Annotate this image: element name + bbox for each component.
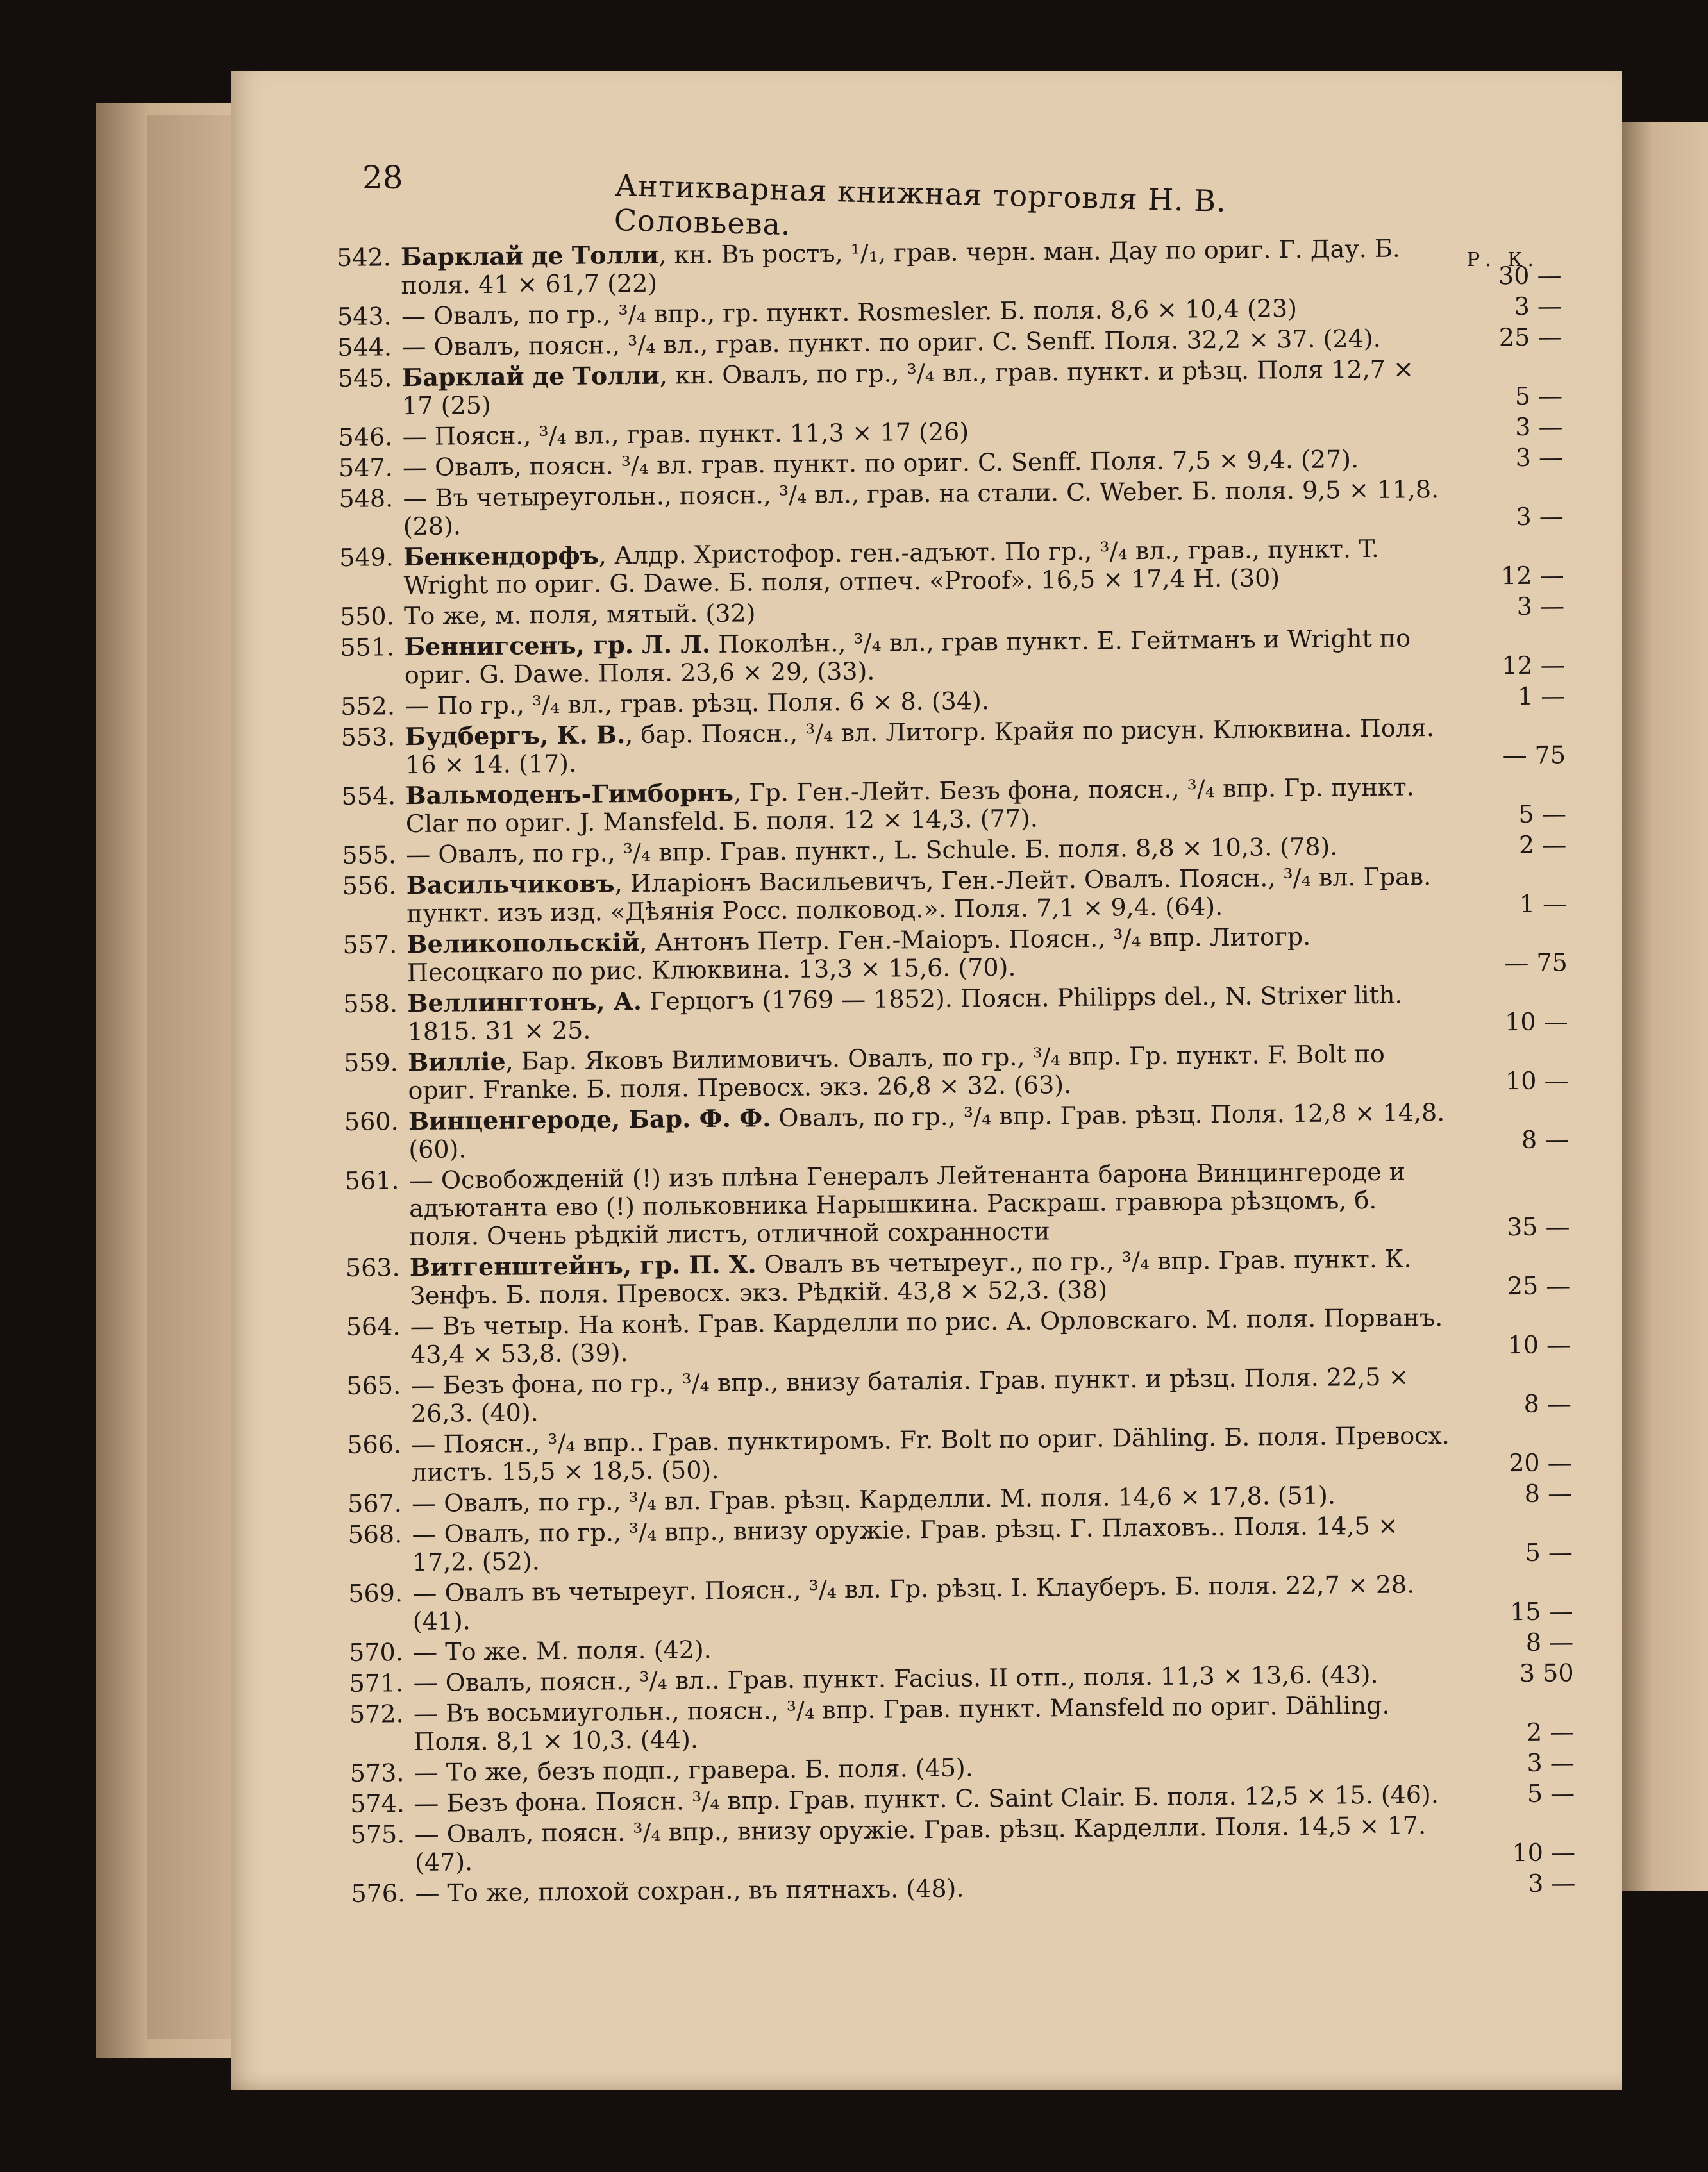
entry-number: 547. (338, 453, 393, 482)
entry-text: , Алдр. Христофор. ген.-адъют. По гр., ³/₄ вл., грав., пункт. T. Wright по ориг. G. Dawe. Б. поля, отпеч. «Proof». 16,5 × 17,4 Н. (30) (403, 534, 1380, 600)
entry-price: 3 50 (1519, 1658, 1574, 1687)
entry-price: 12 — (1500, 561, 1564, 590)
entry-price: 25 — (1498, 322, 1562, 352)
entry-price: 12 — (1502, 651, 1566, 680)
running-title: Антикварная книжная торговля Н. В. Соловьева. (614, 168, 1227, 242)
entry-description (415, 1870, 1453, 1907)
entry-price: 3 — (1515, 443, 1564, 472)
entry-price: 2 — (1518, 830, 1567, 859)
entry-price: 25 — (1507, 1271, 1571, 1301)
entry-text: Овалъ въ четыреуг., по гр., ³/₄ впр. Грав. пункт. К. Зенфъ. Б. поля. Превосх. экз. Рѣдкій. 43,8 × 52,3. (38) (410, 1244, 1412, 1310)
catalog-entry (339, 533, 1564, 600)
catalog-entry (348, 1569, 1573, 1636)
entry-price: 3 — (1515, 412, 1563, 441)
entry-price: 20 — (1509, 1448, 1572, 1478)
entry-price: 5 — (1518, 799, 1567, 828)
entry-text: — Освобожденій (!) изъ плѣна Генералъ Лейтенанта барона Винцингероде и адъютанта ево (!) польковника Нарышкина. Раскраш. гравюра рѣзцомъ, б. поля. Очень рѣдкій листъ, отличной сохранности (408, 1157, 1406, 1251)
entry-number: 549. (339, 543, 394, 572)
entry-text: , Гр. Ген.-Лейт. Безъ фона, поясн., ³/₄ впр. Гр. пункт. Clar по ориг. J. Mansfeld. Б. поля. 12 × 14,3. (77). (405, 773, 1414, 839)
entry-text: , Иларіонъ Васильевичъ, Ген.-Лейт. Овалъ. Поясн., ³/₄ вл. Грав. пункт. изъ изд. «Дѣянія Росс. полковод.». Поля. 7,1 × 9,4. (64). (406, 862, 1432, 928)
entry-number: 558. (343, 989, 398, 1018)
entry-price: 8 — (1521, 1125, 1570, 1154)
entry-price: 5 — (1525, 1538, 1573, 1567)
entry-price: 1 — (1517, 681, 1566, 710)
entry-text: Герцогъ (1769 — 1852). Поясн. Philipps del., N. Strixer lith. 1815. 31 × 25. (407, 980, 1403, 1046)
entry-subject-name: Барклай де Толли (400, 240, 659, 272)
catalog-entry (341, 712, 1566, 780)
entry-price: 5 — (1514, 381, 1563, 410)
entry-description (406, 862, 1446, 928)
entry-text: — Поясн., ³/₄ вл., грав. пункт. 11,3 × 17 (26) (402, 417, 969, 451)
entry-subject-name: Вилліе (407, 1046, 506, 1077)
catalog-entry (342, 920, 1568, 987)
catalog-entry (349, 1689, 1575, 1757)
catalog-entry (346, 1361, 1571, 1428)
entry-text: — Овалъ въ четыреуг. Поясн., ³/₄ вл. Гр. рѣзц. I. Клауберъ. Б. поля. 22,7 × 28. (41). (412, 1570, 1415, 1636)
entry-text: — Овалъ, по гр., ³/₄ впр., внизу оружіе. Грав. рѣзц. Г. Плаховъ.. Поля. 14,5 × 17,2. (52). (412, 1511, 1398, 1577)
currency-column-label: Р. К. (1467, 249, 1539, 271)
entry-text: — Овалъ, поясн., ³/₄ вл., грав. пункт. по ориг. C. Senff. Поля. 32,2 × 37. (24). (401, 324, 1381, 362)
catalog-entry (347, 1510, 1573, 1577)
entry-number: 574. (350, 1789, 405, 1818)
entry-description (405, 773, 1444, 838)
entry-description (406, 921, 1446, 987)
entry-description (412, 1570, 1452, 1635)
entry-price: 10 — (1512, 1838, 1576, 1867)
entry-number: 548. (339, 484, 394, 513)
entry-text: — По гр., ³/₄ вл., грав. рѣзц. Поля. 6 × 8. (34). (405, 687, 990, 721)
entry-price: 10 — (1507, 1330, 1571, 1360)
catalog-entry (341, 771, 1566, 839)
entry-description (408, 1039, 1447, 1105)
entry-text: — То же. М. поля. (42). (412, 1635, 712, 1667)
entry-subject-name: Витгенштейнъ, гр. П. Х. (409, 1249, 757, 1282)
entry-number: 566. (347, 1430, 402, 1459)
entry-description (409, 1157, 1448, 1251)
entry-text: , кн. Въ ростъ, ¹/₁, грав. черн. ман. Дау по ориг. Г. Дау. Б. поля. 41 × 61,7 (22) (401, 234, 1401, 300)
entry-price: 3 — (1514, 292, 1562, 321)
entry-number: 575. (350, 1820, 405, 1849)
entry-text: — Безъ фона. Поясн. ³/₄ впр. Грав. пункт. C. Saint Clair. Б. поля. 12,5 × 15. (46). (414, 1780, 1439, 1818)
entry-number: 565. (346, 1371, 401, 1400)
entry-text: Поколѣн., ³/₄ вл., грав пункт. E. Гейтманъ и Wright по ориг. G. Dawe. Поля. 23,6 × 29, (33). (404, 624, 1411, 690)
entry-number: 576. (351, 1879, 406, 1908)
entry-number: 559. (343, 1048, 398, 1077)
entry-number: 542. (337, 243, 391, 272)
catalog-entry (346, 1243, 1571, 1310)
entry-number: 553. (340, 723, 396, 751)
entry-number: 550. (339, 602, 394, 631)
entry-price: — 75 (1504, 948, 1568, 978)
entry-text: — Овалъ, поясн. ³/₄ впр., внизу оружіе. Грав. рѣзц. Карделли. Поля. 14,5 × 17. (47). (414, 1811, 1427, 1877)
entry-number: 554. (341, 781, 396, 810)
entry-text: — Овалъ, по гр., ³/₄ вл. Грав. рѣзц. Карделли. М. поля. 14,6 × 17,8. (51). (411, 1481, 1336, 1518)
entry-text: То же, м. поля, мятый. (32) (403, 599, 756, 631)
entry-description (411, 1421, 1450, 1487)
catalog-entry (345, 1156, 1570, 1251)
entry-price: 2 — (1526, 1717, 1575, 1746)
entry-subject-name: Васильчиковъ (406, 869, 615, 900)
catalog-entry (343, 979, 1568, 1046)
entry-price: 8 — (1525, 1628, 1574, 1657)
entry-text: — Безъ фона, по гр., ³/₄ впр., внизу баталія. Грав. пункт. и рѣзц. Поля. 22,5 × 26,3. (40). (410, 1362, 1409, 1428)
entry-price: 1 — (1519, 889, 1568, 918)
entry-number: 560. (344, 1107, 399, 1136)
entry-description (410, 1303, 1450, 1369)
entry-description (410, 1362, 1450, 1428)
entry-price: — 75 (1502, 740, 1566, 770)
entry-description (401, 234, 1440, 299)
entry-text: — Овалъ, по гр., ³/₄ впр. Грав. пункт., L. Schule. Б. поля. 8,8 × 10,3. (78). (406, 832, 1338, 869)
entry-description (412, 1511, 1451, 1576)
entry-price: 3 — (1527, 1748, 1575, 1777)
entry-subject-name: Беннигсенъ, гр. Л. Л. (404, 629, 711, 662)
catalog-entry (342, 861, 1568, 928)
catalog-entry (347, 1420, 1572, 1487)
entry-number: 570. (348, 1638, 403, 1667)
entry-price: 3 — (1516, 502, 1564, 531)
entry-number: 568. (347, 1520, 403, 1549)
entry-number: 551. (340, 633, 395, 662)
entry-subject-name: Винценгероде, Бар. Ф. Ф. (408, 1103, 771, 1136)
entry-price: 35 — (1506, 1212, 1570, 1242)
catalog-entry (338, 353, 1563, 421)
entry-text: — То же, безъ подп., гравера. Б. поля. (45). (414, 1753, 974, 1787)
entry-price: 5 — (1527, 1779, 1575, 1808)
entry-subject-name: Веллингтонъ, А. (407, 986, 642, 1018)
facing-page-edge (1616, 122, 1708, 1891)
entry-price: 8 — (1523, 1389, 1572, 1418)
catalog-entry (340, 622, 1565, 690)
entry-text: — Овалъ, по гр., ³/₄ впр., гр. пункт. Rosmesler. Б. поля. 8,6 × 10,4 (23) (401, 294, 1298, 331)
catalog-entry (339, 474, 1564, 541)
entry-number: 557. (342, 930, 398, 959)
entry-number: 564. (346, 1312, 401, 1341)
entry-description (404, 624, 1443, 689)
entry-description (407, 980, 1446, 1046)
entry-description (403, 534, 1443, 599)
entry-price: 10 — (1505, 1066, 1569, 1096)
entry-subject-name: Бенкендорфъ (403, 540, 599, 572)
entry-number: 573. (349, 1758, 405, 1787)
entry-text: — Въ четыреугольн., поясн., ³/₄ вл., грав. на стали. C. Weber. Б. поля. 9,5 × 11,8. (28). (403, 475, 1439, 541)
entry-text: , Бар. Яковъ Вилимовичъ. Овалъ, по гр., ³/₄ впр. Гр. пункт. F. Bolt по ориг. Franke. Б. поля. Превосх. экз. 26,8 × 32. (63). (408, 1039, 1386, 1105)
entry-number: 546. (338, 422, 393, 451)
entry-number: 544. (337, 333, 392, 362)
catalog-entry (346, 1302, 1571, 1369)
entry-number: 552. (340, 692, 396, 721)
catalog-entry (344, 1097, 1570, 1164)
catalog-entry (350, 1810, 1575, 1877)
entry-price: 3 — (1516, 592, 1565, 621)
entry-number: 567. (347, 1489, 402, 1518)
entry-number: 556. (342, 871, 397, 900)
entry-price: 3 — (1527, 1869, 1576, 1898)
entry-text: Овалъ, по гр., ³/₄ впр. Грав. рѣзц. Поля. 12,8 × 14,8. (60). (408, 1098, 1445, 1164)
entry-number: 561. (344, 1166, 399, 1195)
entry-price: 8 — (1524, 1479, 1573, 1508)
entry-price: 30 — (1498, 261, 1562, 290)
entry-price: 15 — (1510, 1597, 1573, 1626)
catalog-entries (337, 233, 1576, 1910)
entry-number: 543. (337, 302, 392, 331)
entry-description (414, 1691, 1453, 1756)
entry-description (405, 714, 1444, 779)
entry-subject-name: Барклай де Толли (401, 360, 660, 392)
entry-text: — То же, плохой сохран., въ пятнахъ. (48). (415, 1874, 964, 1908)
entry-description (408, 1098, 1448, 1164)
entry-number: 569. (348, 1579, 403, 1608)
entry-description (410, 1244, 1449, 1310)
entry-number: 545. (337, 363, 392, 392)
entry-text: , бар. Поясн., ³/₄ вл. Литогр. Крайя по рисун. Клюквина. Поля. 16 × 14. (17). (405, 714, 1435, 780)
catalog-entry (337, 233, 1562, 300)
entry-text: — Въ восьмиугольн., поясн., ³/₄ впр. Грав. пункт. Mansfeld по ориг. Dähling. Поля. 8,1 × 10,3. (44). (413, 1691, 1390, 1757)
entry-description (402, 355, 1441, 420)
entry-description (414, 1811, 1453, 1876)
entry-text: — Овалъ, поясн., ³/₄ вл.. Грав. пункт. Facius. II отп., поля. 11,3 × 13,6. (43). (413, 1660, 1378, 1698)
catalog-entry (344, 1038, 1569, 1105)
entry-subject-name: Великопольскій (406, 927, 640, 959)
entry-text: — Въ четыр. На конѣ. Грав. Карделли по рис. А. Орловскаго. М. поля. Порванъ. 43,4 × 53,8. (39). (410, 1303, 1443, 1369)
entry-number: 572. (349, 1700, 404, 1728)
entry-text: — Овалъ, поясн. ³/₄ вл. грав. пункт. по ориг. C. Senff. Поля. 7,5 × 9,4. (27). (402, 445, 1359, 482)
entry-text: , Антонъ Петр. Ген.-Маіоръ. Поясн., ³/₄ впр. Литогр. Песоцкаго по рис. Клюквина. 13,3 × 15,6. (70). (406, 922, 1311, 987)
entry-price: 10 — (1505, 1007, 1568, 1037)
entry-subject-name: Будбергъ, К. В. (405, 720, 626, 751)
entry-number: 563. (345, 1253, 400, 1282)
entry-text: , кн. Овалъ, по гр., ³/₄ вл., грав. пункт. и рѣзц. Поля 12,7 × 17 (25) (402, 355, 1414, 421)
entry-subject-name: Вальмоденъ-Гимборнъ (405, 778, 734, 810)
page-number: 28 (362, 159, 403, 196)
entry-number: 571. (349, 1669, 404, 1698)
entry-text: — Поясн., ³/₄ впр.. Грав. пунктиромъ. Fr. Bolt по ориг. Dähling. Б. поля. Превосх. листъ. 15,5 × 18,5. (50). (411, 1421, 1450, 1487)
entry-description (403, 475, 1442, 540)
entry-number: 555. (342, 840, 397, 869)
